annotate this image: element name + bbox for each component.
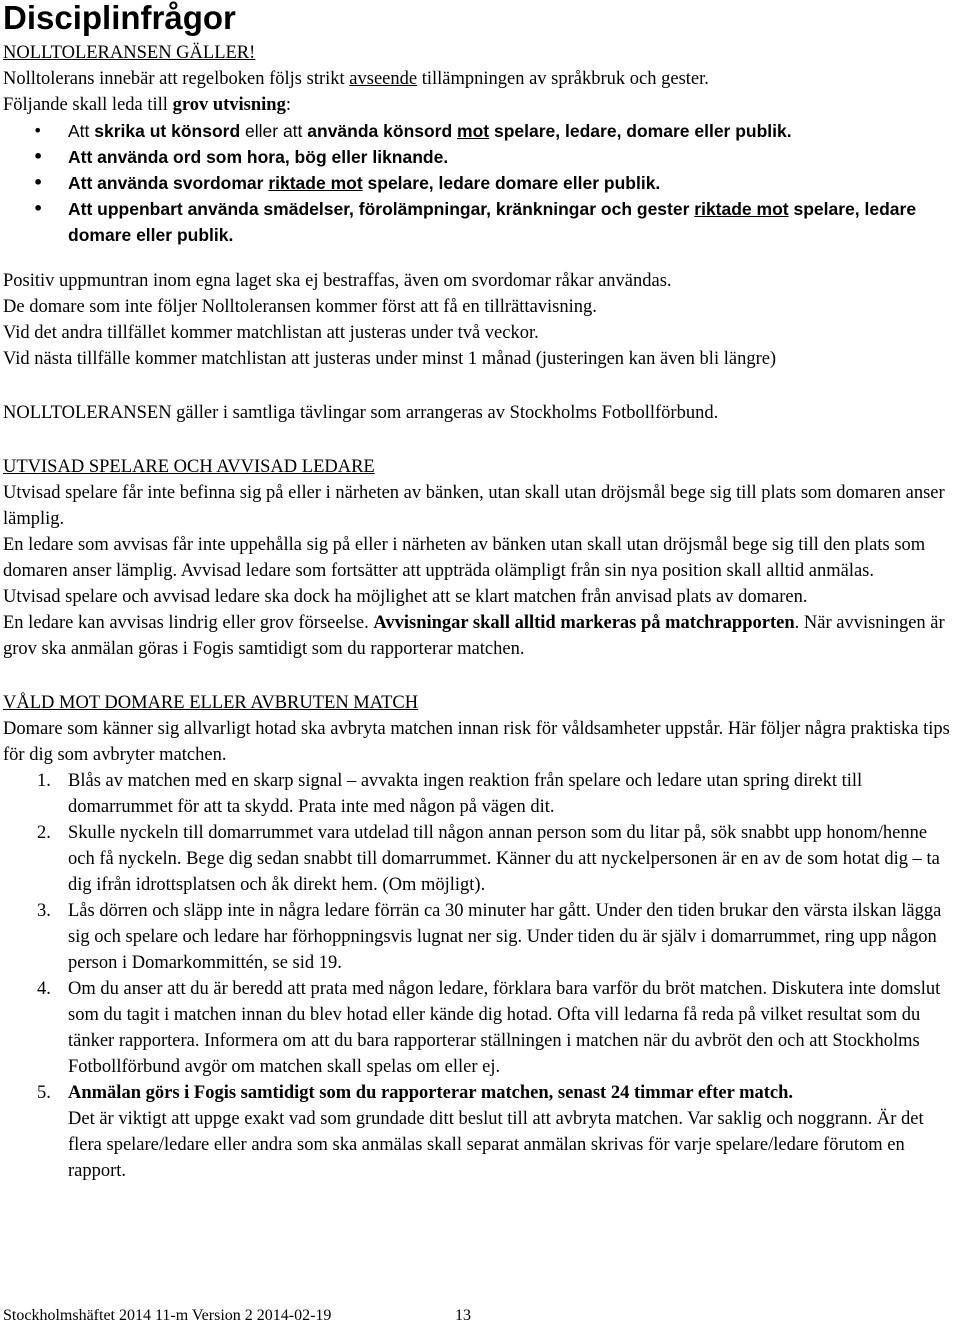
paragraph: Följande skall leda till grov utvisning:: [3, 95, 291, 115]
section-utvisad: [3, 454, 955, 662]
document-page: [3, 0, 955, 1184]
paragraph: Positiv uppmuntran inom egna laget ska ej bestraffas, även om svordomar råkar användas.: [3, 271, 672, 291]
numbered-list: [3, 768, 955, 1184]
page-number: 13: [455, 1307, 471, 1324]
section-heading: UTVISAD SPELARE OCH AVVISAD LEDARE: [3, 457, 375, 477]
list-item: • Att använda svordomar riktade mot spelare, ledare domare eller publik.: [3, 170, 955, 196]
list-item: 2. Skulle nyckeln till domarrummet vara utdelad till någon annan person som du litar på, sök snabbt upp honom/henne och få nyckeln. Bege dig sedan snabbt till domarrummet. Känner du att nyckelpersonen är en av de som hotat dig – ta dig ifrån idrottsplatsen och åk direkt hem. (Om möjligt).: [37, 823, 940, 895]
list-item: 3. Lås dörren och släpp inte in några ledare förrän ca 30 minuter har gått. Under den tiden brukar den värsta ilskan lägga sig och spelare och ledare har förhoppningsvis lugnat ner sig. Under tiden du är själv i domarrummet, ring upp någon person i Domarkommittén, se sid 19.: [37, 901, 942, 973]
list-item: 1. Blås av matchen med en skarp signal – avvakta ingen reaktion från spelare och ledare utan spring direkt till domarrummet för att ta skydd. Prata inte med någon på vägen dit.: [37, 771, 863, 817]
section-nolltolerans: [3, 40, 955, 426]
paragraph: De domare som inte följer Nolltoleransen kommer först att få en tillrättavisning.: [3, 297, 597, 317]
bullet-list: [3, 118, 955, 248]
footer-text: Stockholmshäftet 2014 11-m Version 2 2014-02-19: [3, 1307, 332, 1324]
section-heading: VÅLD MOT DOMARE ELLER AVBRUTEN MATCH: [3, 693, 419, 713]
page-footer: [3, 1306, 471, 1326]
section-heading: NOLLTOLERANSEN GÄLLER!: [3, 43, 256, 63]
list-item: • Att uppenbart använda smädelser, förolämpningar, kränkningar och gester riktade mot spelare, ledare domare eller publik.: [3, 196, 955, 248]
list-item: 5. Anmälan görs i Fogis samtidigt som du rapporterar matchen, senast 24 timmar efter match. Det är viktigt att uppge exakt vad som grundade ditt beslut till att avbryta matchen. Var saklig och noggrann. Är det flera spelare/ledare eller andra som ska anmälas skall separat anmälan skrivas för varje spelare/ledare förutom en rapport.: [37, 1083, 924, 1181]
paragraph: Domare som känner sig allvarligt hotad ska avbryta matchen innan risk för våldsamheter uppstår. Här följer några praktiska tips för dig som avbryter matchen.: [3, 719, 950, 765]
paragraph: Utvisad spelare får inte befinna sig på eller i närheten av bänken, utan skall utan dröjsmål bege sig till plats som domaren anser lämplig.: [3, 483, 945, 529]
paragraph: Vid nästa tillfälle kommer matchlistan att justeras under minst 1 månad (justeringen kan även bli längre): [3, 349, 777, 369]
page-title: Disciplinfrågor: [3, 0, 236, 36]
paragraph: Utvisad spelare och avvisad ledare ska dock ha möjlighet att se klart matchen från anvisad plats av domaren.: [3, 587, 808, 607]
list-item: 4. Om du anser att du är beredd att prata med någon ledare, förklara bara varför du bröt matchen. Diskutera inte domslut som du tagit i matchen innan du blev hotad eller kände dig hotad. Ofta vill ledarna få reda på vilket resultat som du tänker rapportera. Informera om att du bara rapporterar ställningen i matchen när du avbröt den och att Stockholms Fotbollförbund avgör om matchen skall spelas om eller ej.: [37, 979, 941, 1077]
paragraph: Nolltolerans innebär att regelboken följs strikt avseende tillämpningen av språkbruk och gester.: [3, 69, 709, 89]
section-vald: [3, 690, 955, 1184]
list-item: • Att använda ord som hora, bög eller liknande.: [3, 144, 955, 170]
paragraph: NOLLTOLERANSEN gäller i samtliga tävlingar som arrangeras av Stockholms Fotbollförbund.: [3, 403, 719, 423]
list-item: • Att skrika ut könsord eller att använda könsord mot spelare, ledare, domare eller publik.: [3, 118, 955, 144]
paragraph: En ledare som avvisas får inte uppehålla sig på eller i närheten av bänken utan skall utan dröjsmål bege sig till den plats som domaren anser lämplig. Avvisad ledare som fortsätter att uppträda olämpligt från sin nya position skall alltid anmälas.: [3, 535, 926, 581]
paragraph: En ledare kan avvisas lindrig eller grov förseelse. Avvisningar skall alltid markeras på matchrapporten. När avvisningen är grov ska anmälan göras i Fogis samtidigt som du rapporterar matchen.: [3, 613, 945, 659]
paragraph: Vid det andra tillfället kommer matchlistan att justeras under två veckor.: [3, 323, 539, 343]
